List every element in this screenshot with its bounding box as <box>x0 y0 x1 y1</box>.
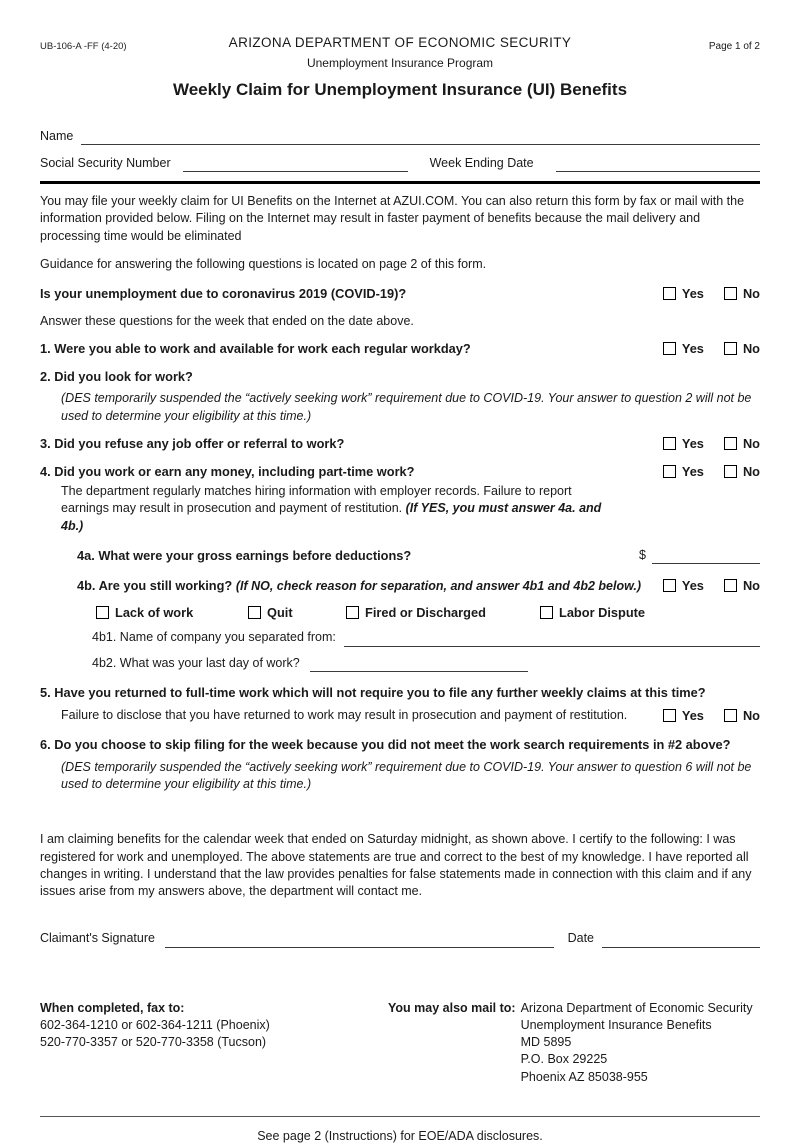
answer-note: Answer these questions for the week that ended on the date above. <box>40 313 414 328</box>
ssn-input-line[interactable] <box>183 157 408 172</box>
q5-yes-option[interactable]: Yes <box>663 707 704 725</box>
mail-heading: You may also mail to: <box>388 1000 516 1015</box>
signature-row <box>40 930 760 947</box>
option-lack-of-work[interactable]: Lack of work <box>96 604 248 622</box>
signature-input-line[interactable] <box>165 933 554 948</box>
ssn-label: Social Security Number <box>40 155 171 170</box>
q1-row <box>40 340 760 358</box>
q4b1-row <box>92 629 760 646</box>
q4a-row <box>40 547 760 565</box>
q4-text: 4. Did you work or earn any money, including part-time work? <box>40 463 415 479</box>
program-name: Unemployment Insurance Program <box>306 55 494 70</box>
option-quit[interactable]: Quit <box>248 604 346 622</box>
guidance-note: Guidance for answering the following questions is located on page 2 of this form. <box>40 256 487 271</box>
q1-yes-checkbox[interactable] <box>663 342 676 355</box>
q2-text: 2. Did you look for work? <box>40 368 193 384</box>
covid-no-option[interactable]: No <box>724 285 760 303</box>
week-ending-label: Week Ending Date <box>429 155 534 170</box>
q1-text: 1. Were you able to work and available for work each regular workday? <box>40 341 471 357</box>
fired-checkbox[interactable] <box>346 606 359 619</box>
q4b-note: (If NO, check reason for separation, and answer 4b1 and 4b2 below.) <box>235 578 642 593</box>
ssn-week-row <box>40 155 760 172</box>
certification-statement: I am claiming benefits for the calendar week that ended on Saturday midnight, as shown above. I certify to the following: I was registered for work and unemployed. The above statements are true and correct to the best of my knowledge. I have reported all changes in writing. I understand that the law provides penalties for false statements made in connection with this claim and if any issues arise from my answers above, the department will contact me. <box>40 832 752 899</box>
covid-question-row <box>40 285 760 303</box>
fax-tucson: 520-770-3357 or 520-770-3358 (Tucson) <box>40 1035 267 1050</box>
q1-no-checkbox[interactable] <box>724 342 737 355</box>
q4-yes-checkbox[interactable] <box>663 465 676 478</box>
filing-instructions: You may file your weekly claim for UI Benefits on the Internet at AZUI.COM. You can also return this form by fax or mail with the information provided below. Filing on the Internet may result in faster payment of benefits because the mail delivery and processing time would be eliminated <box>40 194 745 243</box>
q4b-no-option[interactable]: No <box>724 577 760 595</box>
option-labor-dispute[interactable]: Labor Dispute <box>540 604 645 622</box>
page-number: Page 1 of 2 <box>708 41 760 52</box>
q4a-text: 4a. What were your gross earnings before deductions? <box>77 547 412 563</box>
q4b2-label: 4b2. What was your last day of work? <box>92 655 300 670</box>
fax-heading: When completed, fax to: <box>40 1000 185 1015</box>
q4b-row <box>40 577 760 595</box>
section-divider <box>40 181 760 184</box>
labor-dispute-checkbox[interactable] <box>540 606 553 619</box>
q5-text: 5. Have you returned to full-time work which will not require you to file any further weekly claims at this time? <box>40 684 706 700</box>
name-row <box>40 128 760 145</box>
covid-question: Is your unemployment due to coronavirus 2019 (COVID-19)? <box>40 286 407 302</box>
lack-of-work-checkbox[interactable] <box>96 606 109 619</box>
q5-yes-checkbox[interactable] <box>663 709 676 722</box>
agency-name: ARIZONA DEPARTMENT OF ECONOMIC SECURITY <box>228 35 572 50</box>
currency-symbol: $ <box>639 547 646 562</box>
q4-row <box>40 463 760 481</box>
form-code: UB-106-A -FF (4-20) <box>40 41 127 52</box>
q1-yes-option[interactable]: Yes <box>663 340 704 358</box>
q3-yes-checkbox[interactable] <box>663 437 676 450</box>
q4-yes-option[interactable]: Yes <box>663 463 704 481</box>
q3-row <box>40 435 760 453</box>
covid-yes-option[interactable]: Yes <box>663 285 704 303</box>
date-input-line[interactable] <box>602 933 760 948</box>
q4b-text: 4b. Are you still working? <box>77 577 236 593</box>
q3-text: 3. Did you refuse any job offer or referral to work? <box>40 435 345 451</box>
q5-no-checkbox[interactable] <box>724 709 737 722</box>
date-label: Date <box>567 931 594 946</box>
q5-note: Failure to disclose that you have returned to work may result in prosecution and payment of restitution. <box>61 707 628 722</box>
fax-phoenix: 602-364-1210 or 602-364-1211 (Phoenix) <box>40 1017 270 1032</box>
footer-divider <box>40 1116 760 1117</box>
form-header <box>40 34 760 71</box>
q4b1-label: 4b1. Name of company you separated from: <box>92 630 336 645</box>
fax-block <box>40 1000 370 1086</box>
q4-no-checkbox[interactable] <box>724 465 737 478</box>
last-day-input-line[interactable] <box>310 657 528 672</box>
q1-no-option[interactable]: No <box>724 340 760 358</box>
q4b2-row <box>92 655 760 672</box>
covid-no-checkbox[interactable] <box>724 287 737 300</box>
q2-note: (DES temporarily suspended the “actively seeking work” requirement due to COVID-19. Your answer to question 2 will not be used to determine your eligibility at this time.) <box>61 391 752 423</box>
q5-no-option[interactable]: No <box>724 707 760 725</box>
q3-no-option[interactable]: No <box>724 435 760 453</box>
contact-section <box>40 1000 760 1086</box>
separation-options-row <box>96 604 760 622</box>
q4-note: The department regularly matches hiring information with employer records. Failure to report earnings may result in prosecution and payment of restitution. (If YES, you must answer 4a. and 4b.) <box>61 484 602 533</box>
q3-no-checkbox[interactable] <box>724 437 737 450</box>
name-label: Name <box>40 128 74 143</box>
mail-block <box>388 1000 753 1086</box>
covid-yes-checkbox[interactable] <box>663 287 676 300</box>
company-name-input-line[interactable] <box>344 632 760 647</box>
q4b-yes-option[interactable]: Yes <box>663 577 704 595</box>
q5-note-row <box>40 707 760 725</box>
q4b-no-checkbox[interactable] <box>724 579 737 592</box>
q4b-yes-checkbox[interactable] <box>663 579 676 592</box>
quit-checkbox[interactable] <box>248 606 261 619</box>
signature-label: Claimant's Signature <box>40 931 155 946</box>
q6-note: (DES temporarily suspended the “actively seeking work” requirement due to COVID-19. Your answer to question 6 will not be used to determine your eligibility at this time.) <box>61 759 752 792</box>
mail-address: Arizona Department of Economic Security Unemployment Insurance Benefits MD 5895 P.O. Box 29225 Phoenix AZ 85038-955 <box>520 1000 753 1084</box>
q4-no-option[interactable]: No <box>724 463 760 481</box>
q4-note-emphasis: (If YES, you must answer 4a. and 4b.) <box>61 501 602 533</box>
q6-text: 6. Do you choose to skip filing for the week because you did not meet the work search requirements in #2 above? <box>40 737 731 753</box>
eoe-note: See page 2 (Instructions) for EOE/ADA disclosures. <box>257 1128 543 1143</box>
option-fired[interactable]: Fired or Discharged <box>346 604 540 622</box>
form-title: Weekly Claim for Unemployment Insurance (UI) Benefits <box>172 80 628 100</box>
gross-earnings-input-line[interactable] <box>652 549 760 564</box>
week-ending-input-line[interactable] <box>556 157 760 172</box>
name-input-line[interactable] <box>81 130 760 145</box>
q3-yes-option[interactable]: Yes <box>663 435 704 453</box>
